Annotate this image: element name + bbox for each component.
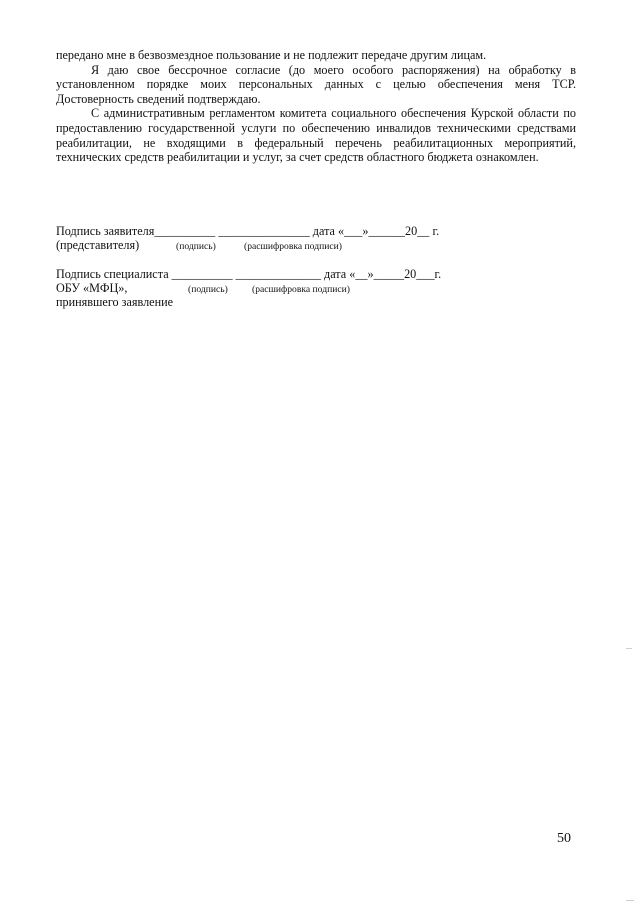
applicant-signature-line: Подпись заявителя__________ _______________ дата «___»______20__ г. xyxy=(56,224,440,238)
scan-edge-mark xyxy=(626,900,634,901)
specialist-accepted-label: принявшего заявление xyxy=(56,295,174,309)
specialist-signature-line: Подпись специалиста __________ ______________ дата «__»_____20___г. xyxy=(56,267,442,281)
paragraph-regulation: С административным регламентом комитета социального обеспечения Курской области по предоставлению государственной услуги по обеспечению инвалидов техническими средствами реабилитации, не входящими в федеральный перечень реабилитационных мероприятий, технических средств реабилитации и услуг, за счет средств областного бюджета ознакомлен. xyxy=(56,106,576,165)
applicant-signature-caption: (подпись) xyxy=(176,241,216,252)
specialist-signature-caption: (подпись) xyxy=(188,284,228,295)
applicant-representative-label: (представителя) xyxy=(56,238,140,252)
scan-edge-mark xyxy=(626,648,632,649)
specialist-org-label: ОБУ «МФЦ», xyxy=(56,281,128,295)
specialist-decoding-caption: (расшифровка подписи) xyxy=(252,284,350,295)
paragraph-consent: Я даю свое бессрочное согласие (до моего особого распоряжения) на обработку в установленном порядке моих персональных данных с целью обеспечения меня ТСР. Достоверность сведений подтверждаю. xyxy=(56,62,576,106)
applicant-decoding-caption: (расшифровка подписи) xyxy=(244,241,342,252)
page-number: 50 xyxy=(557,831,571,846)
paragraph-continuation: передано мне в безвозмездное пользование и не подлежит передаче другим лицам. xyxy=(56,48,487,62)
body-text xyxy=(56,48,576,165)
